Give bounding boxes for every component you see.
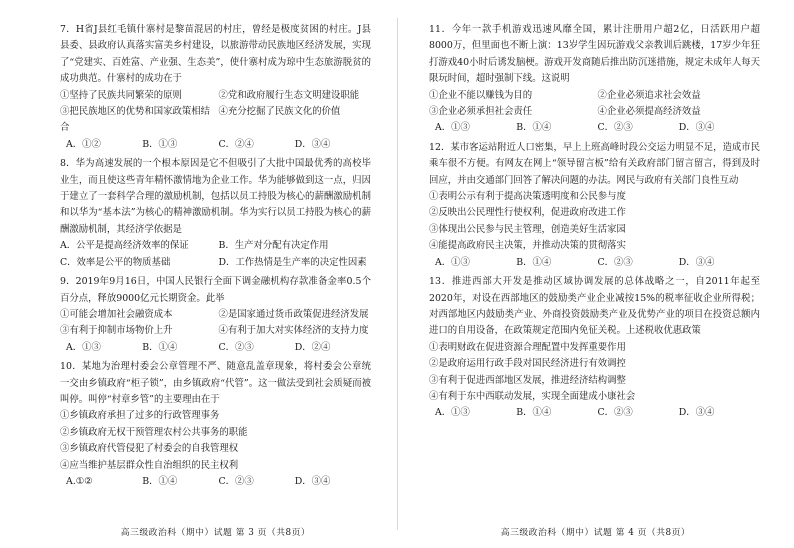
choice-a: A．①② [66,138,101,150]
option: ②乡镇政府无权干预管理农村公共事务的职能 [60,426,248,438]
question-12-options [429,189,760,255]
choice-c: C．②③ [597,256,633,268]
option: ③企业必须承担社会责任 [429,106,533,118]
option: ③有利于促进西部地区发展，推进经济结构调整 [429,374,626,386]
option: ①企业不能以赚钱为目的 [429,89,533,101]
question-9-stem: 9．2019年9月16日，中国人民银行全面下调金融机构存款准备金率0.5个百分点，释放9000亿元长期资金。此举 [60,276,371,304]
question-9-choices [60,340,371,356]
choice-b: B．①④ [516,407,552,419]
question-8 [60,156,371,271]
question-7-stem: 7．H省J县红毛镇什寨村是黎苗混居的村庄，曾经是极度贫困的村庄。J县县委、县政府认真落实富美乡村建设，以旅游带动民族地区经济发展，实现了“党建实、百姓富、产业强、生态美”，使什寨村成为琼中生态旅游脱贫的成功典范。什寨村的成功在于 [60,24,371,85]
choice-c: C．②③ [218,475,254,487]
option: ①可能会增加社会融资成本 [60,308,173,320]
question-11 [429,22,760,137]
choice-b: B．①④ [516,122,552,134]
question-8-options [60,238,371,271]
question-7-options [60,88,371,137]
question-10-choices [60,474,371,490]
option: ①坚持了民族共同繁荣的原则 [60,89,182,101]
choice-a: A．①③ [435,256,470,268]
option: ④企业必须提高经济效益 [597,106,701,118]
option: ②企业必须追求社会效益 [597,89,701,101]
question-13-choices [429,405,760,421]
question-11-choices [429,120,760,136]
choice-d: D．③④ [294,475,331,487]
choice-d: D．②④ [294,341,331,353]
question-11-options [429,88,760,121]
option: ②是国家通过货币政策促进经济发展 [218,308,369,320]
question-11-stem: 11．今年一款手机游戏迅速风靡全国，累计注册用户超2亿，日活跃用户超8000万，但里面也不断上演：13岁学生因玩游戏父亲教训后跳楼，17岁少年狂打游戏40小时后诱发脑梗。游戏开发商随后推出防沉迷措施，规定未成年人每天限玩时间，超时强制下线。这说明 [429,24,760,85]
option: ④充分挖掘了民族文化的价值 [218,106,341,118]
right-page [397,0,794,548]
option: ③乡镇政府代管侵犯了村委会的自我管理权 [60,443,239,455]
question-13-stem: 13．推进西部大开发是推动区域协调发展的总体战略之一，自2011年起至2020年，对设在西部地区的鼓励类产业企业减按15%的税率征收企业所得税；对西部地区内鼓励类产业、外商投资鼓励类产业及优势产业的项目在投资总额内进口的自用设备，在政策规定范围内免征关税。上述税收优惠政策 [429,276,760,337]
option: ③把民族地区的优势和国家政策相结合 [60,106,211,134]
question-7 [60,22,371,153]
choice-b: B．①④ [516,256,552,268]
option: ①表明财政在促进资源合理配置中发挥重要作用 [429,341,626,353]
question-10 [60,359,371,490]
option: ③有利于抑制市场物价上升 [60,325,173,337]
option: ③体现出公民参与民主管理，创造美好生活家园 [429,223,626,235]
choice-b: B．生产对分配有决定作用 [218,240,329,252]
question-10-options [60,408,371,474]
choice-a: A．①③ [435,407,470,419]
option: ②是政府运用行政手段对国民经济进行有效调控 [429,358,626,370]
option: ①表明公示有利于提高决策透明度和公民参与度 [429,191,626,203]
page-footer: 高三级政治科（期中）试题 第 4 页（共8页） [500,528,691,538]
question-9 [60,274,371,356]
choice-c: C．②③ [218,341,254,353]
option: ④能提高政府民主决策，并推动决策的贯彻落实 [429,240,626,252]
question-10-stem: 10．某地为治理村委会公章管理不严、随意乱盖章现象，将村委会公章统一交由乡镇政府“柜子锁”，由乡镇政府“代管”。这一做法受到社会质疑而被叫停。叫停“村章乡管”的主要理由在于 [60,361,371,405]
choice-d: D．③④ [678,407,715,419]
choice-c: C．②③ [597,122,633,134]
choice-c: C．效率是公平的物质基础 [60,256,171,268]
question-13 [429,274,760,422]
option: ④应当维护基层群众性自治组织的民主权利 [60,459,239,471]
choice-b: B．①④ [142,475,178,487]
page-footer: 高三级政治科（期中）试题 第 3 页（共8页） [120,528,311,538]
choice-d: D．③④ [678,122,715,134]
choice-c: C．②④ [218,138,254,150]
choice-b: B．①④ [142,341,178,353]
option: ②反映出公民理性行使权利，促进政府改进工作 [429,207,626,219]
question-7-choices [60,137,371,153]
choice-d: D．工作热情是生产率的决定性因素 [218,256,367,268]
question-13-options [429,340,760,406]
question-12 [429,140,760,271]
option: ④有利于东中西联动发展，实现全面建成小康社会 [429,390,636,402]
choice-c: C．②③ [597,407,633,419]
question-12-choices [429,255,760,271]
choice-a: A．①③ [435,122,470,134]
choice-a: A.①② [66,475,93,487]
choice-a: A．公平是提高经济效率的保证 [60,240,189,252]
choice-b: B．①③ [142,138,178,150]
question-12-stem: 12．某市客运站附近人口密集，早上上班高峰时段公交运力明显不足，造成市民乘车很不方便。有网友在网上“领导留言板”给有关政府部门留言留言，得到及时回应，并由交通部门回答了解决问题的办法。网民与政府有关部门良性互动 [429,141,760,186]
option: ④有利于加大对实体经济的支持力度 [218,325,369,337]
choice-d: D．③④ [294,138,331,150]
question-9-options [60,307,371,340]
question-8-stem: 8．华为高速发展的一个根本原因是它不但吸引了大批中国最优秀的高校毕业生，而且使这些青年精怀激情地为企业工作。华为能够做到这一点，归因于建立了一套科学合理的激励机制，包括以员工持股为核心的薪酬激励机制和以华为“基本法”为核心的精神激励机制。华为实行以员工持股为核心的薪酬激励机制，其经济学依据是 [60,158,371,235]
choice-a: A．①③ [66,341,101,353]
option: ②党和政府履行生态文明建设职能 [218,89,360,101]
choice-d: D．③④ [678,256,715,268]
option: ①乡镇政府承担了过多的行政管理事务 [60,410,220,422]
